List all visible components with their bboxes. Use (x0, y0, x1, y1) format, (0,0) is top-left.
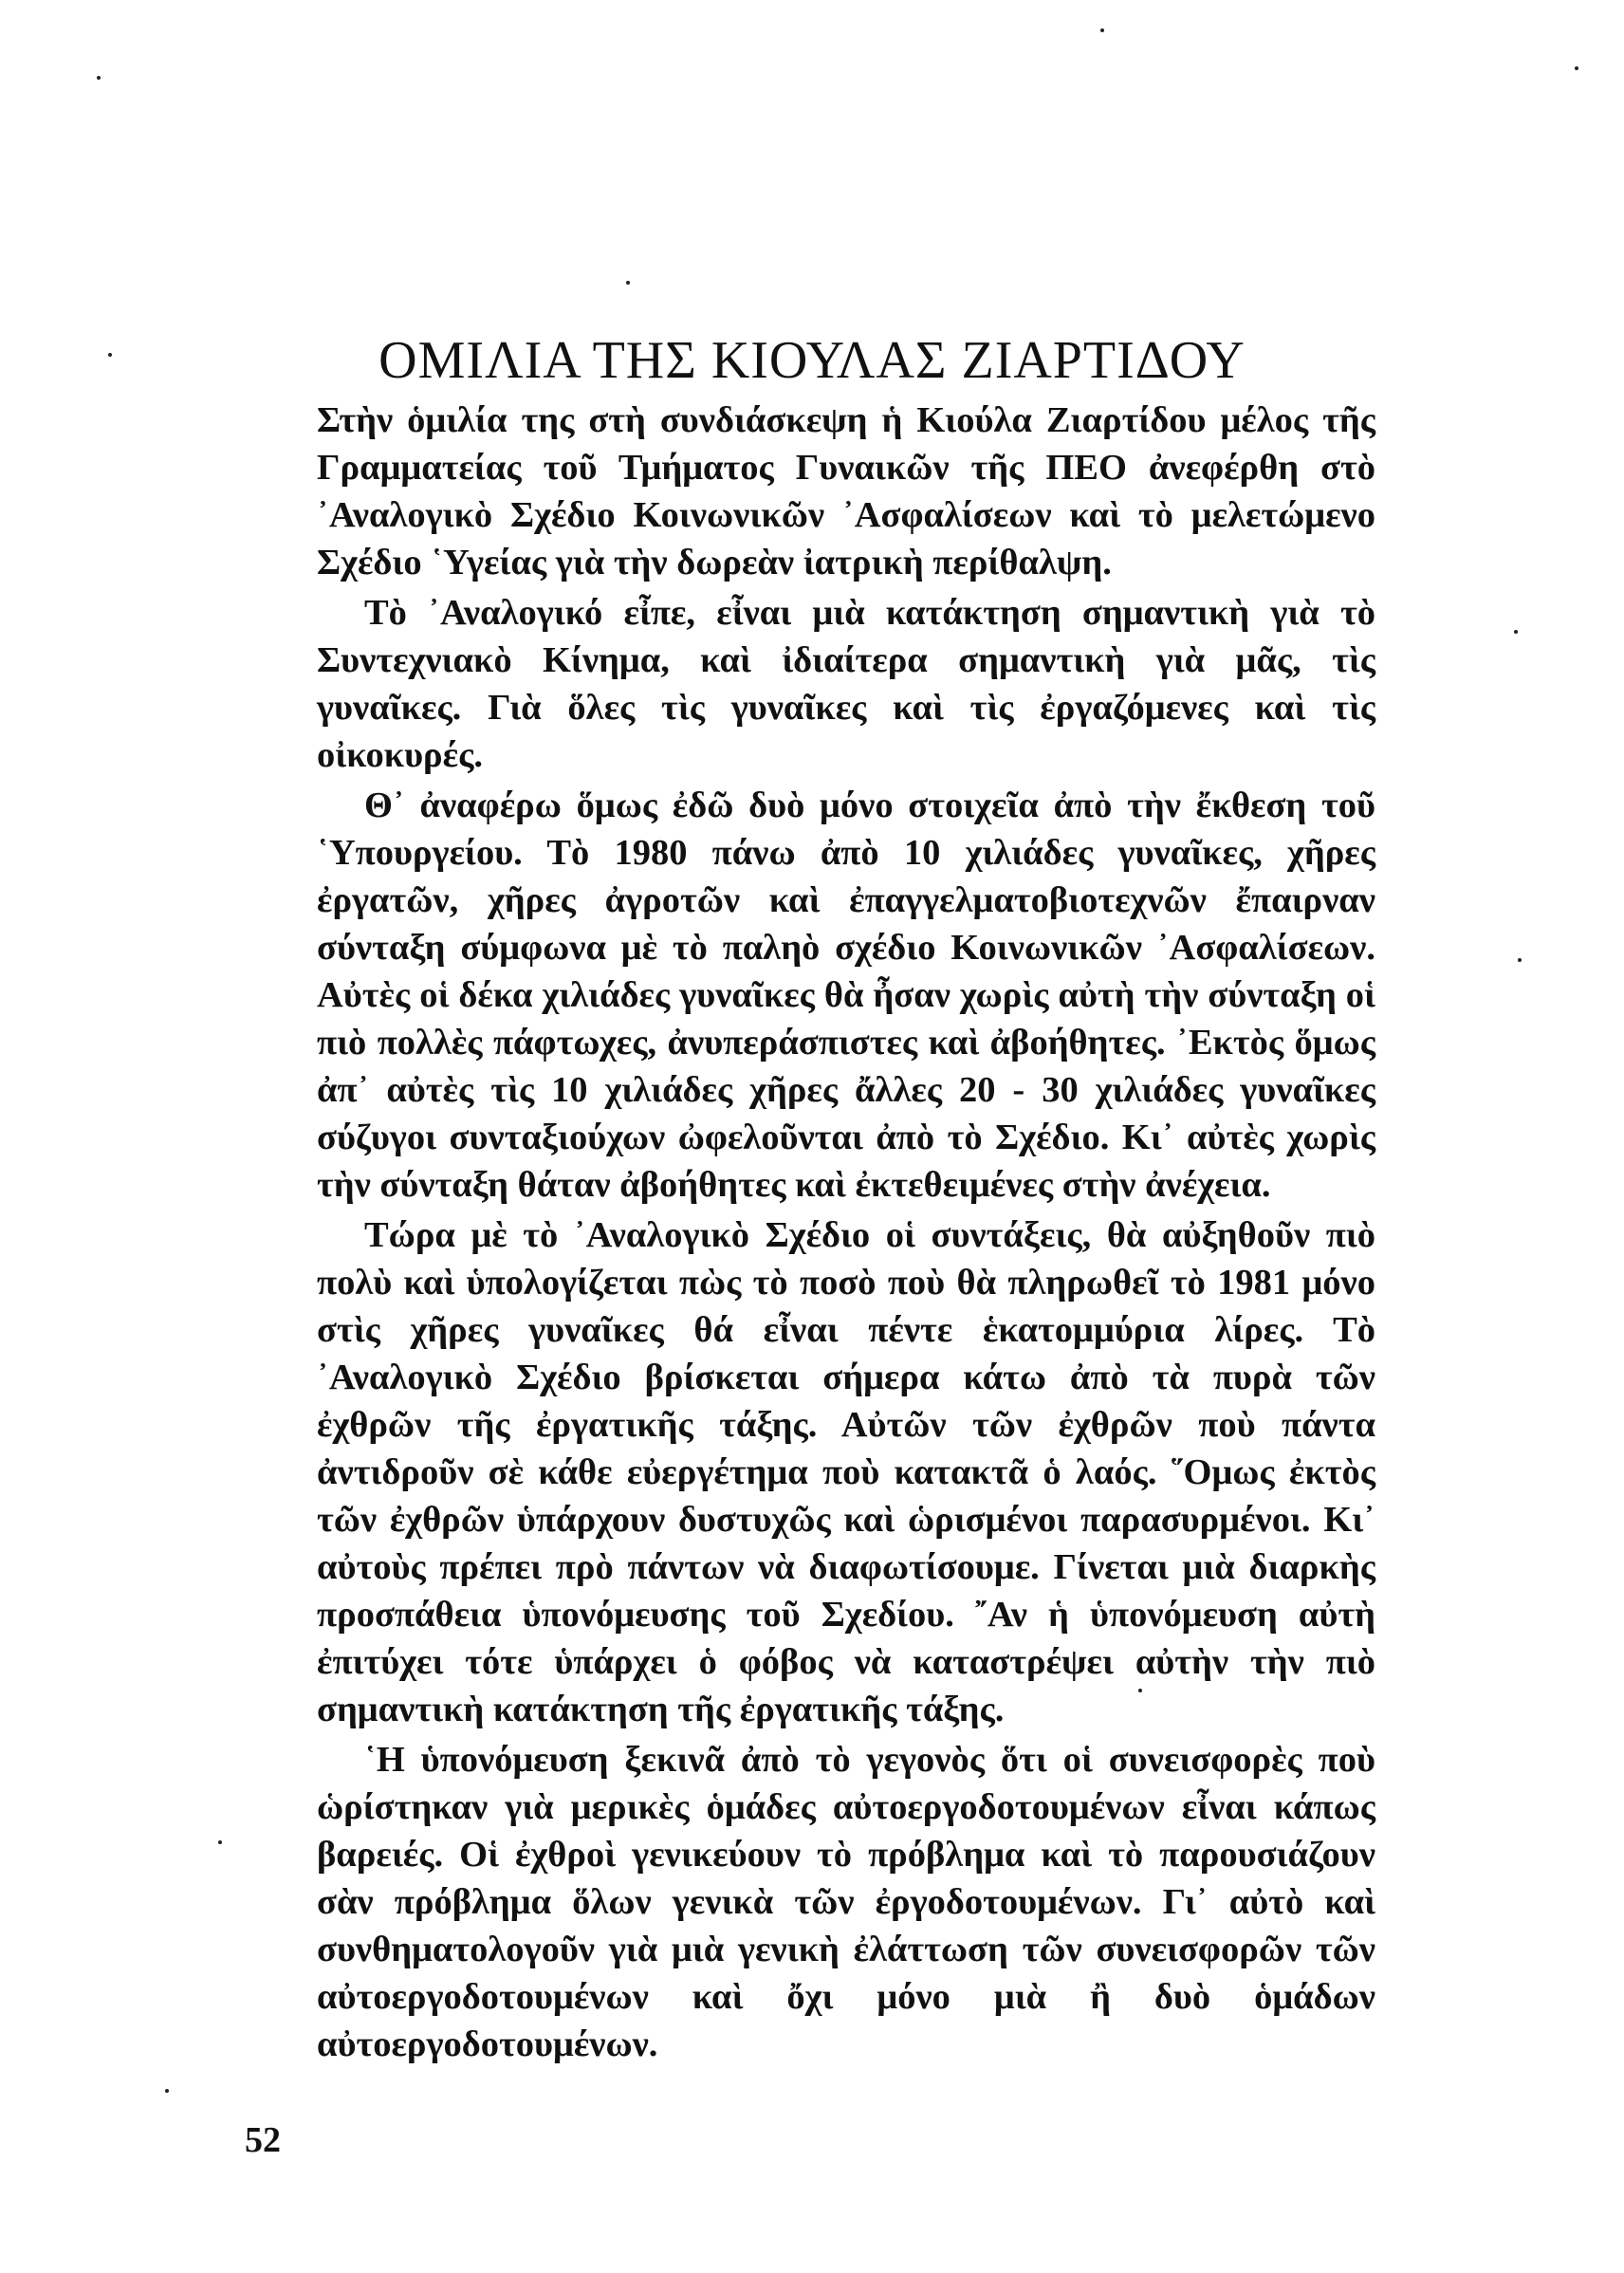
scan-speck (1575, 66, 1578, 70)
paragraph-4: Τώρα μὲ τὸ ᾿Αναλογικὸ Σχέδιο οἱ συντάξεις, θὰ αὐξηθοῦν πιὸ πολὺ καὶ ὑπολογίζεται πὼς τὸ ποσὸ ποὺ θὰ πληρωθεῖ τὸ 1981 μόνο στὶς χῆρες γυναῖκες θά εἶναι πέντε ἑκατομμύρια λίρες. Τὸ ᾿Αναλογικὸ Σχέδιο βρίσκεται σήμερα κάτω ἀπὸ τὰ πυρὰ τῶν ἐχθρῶν τῆς ἐργατικῆς τάξης. Αὐτῶν τῶν ἐχθρῶν ποὺ πάντα ἀντιδροῦν σὲ κάθε εὐεργέτημα ποὺ κατακτᾶ ὁ λαός. ῞Ομως ἐκτὸς τῶν ἐχθρῶν ὑπάρχουν δυστυχῶς καὶ ὡρισμένοι παρασυρμένοι. Κι᾿ αὐτοὺς πρέπει πρὸ πάντων νὰ διαφωτίσουμε. Γίνεται μιὰ διαρκὴς προσπάθεια ὑπονόμευσης τοῦ Σχεδίου. ῎Αν ἡ ὑπονόμευση αὐτὴ ἐπιτύχει τότε ὑπάρχει ὁ φόβος νὰ καταστρέψει αὐτὴν τὴν πιὸ σημαντικὴ κατάκτηση τῆς ἐργατικῆς τάξης. (317, 1215, 1375, 1729)
page-number: 52 (245, 2120, 281, 2160)
scan-speck (108, 353, 112, 357)
scan-speck (626, 281, 630, 285)
scan-speck (97, 76, 101, 80)
scan-speck (1518, 958, 1522, 962)
article-body (317, 397, 1375, 2071)
paragraph-5: ῾Η ὑπονόμευση ξεκινᾶ ἀπὸ τὸ γεγονὸς ὅτι οἱ συνεισφορὲς ποὺ ὡρίστηκαν γιὰ μερικὲς ὁμάδες αὐτοεργοδοτουμένων εἶναι κάπως βαρειές. Οἱ ἐχθροὶ γενικεύουν τὸ πρόβλημα καὶ τὸ παρουσιάζουν σὰν πρόβλημα ὅλων γενικὰ τῶν ἐργοδοτουμένων. Γι᾿ αὐτὸ καὶ συνθηματολογοῦν γιὰ μιὰ γενικὴ ἐλάττωση τῶν συνεισφορῶν τῶν αὐτοεργοδοτουμένων καὶ ὄχι μόνο μιὰ ἢ δυὸ ὁμάδων αὐτοεργοδοτουμένων. (317, 1740, 1375, 2064)
scan-speck (165, 2089, 169, 2093)
page-title: ΟΜΙΛΙΑ ΤΗΣ ΚΙΟΥΛΑΣ ΖΙΑΡΤΙΔΟΥ (378, 330, 1246, 390)
scan-speck (1138, 1689, 1142, 1692)
paragraph-3: Θ᾿ ἀναφέρω ὅμως ἐδῶ δυὸ μόνο στοιχεῖα ἀπὸ τὴν ἔκθεση τοῦ ῾Υπουργείου. Τὸ 1980 πάνω ἀπὸ 10 χιλιάδες γυναῖκες, χῆρες ἐργατῶν, χῆρες ἀγροτῶν καὶ ἐπαγγελματοβιοτεχνῶν ἔπαιρναν σύνταξη σύμφωνα μὲ τὸ παληὸ σχέδιο Κοινωνικῶν ᾿Ασφαλίσεων. Αὐτὲς οἱ δέκα χιλιάδες γυναῖκες θὰ ἦσαν χωρὶς αὐτὴ τὴν σύνταξη οἱ πιὸ πολλὲς πάφτωχες, ἀνυπεράσπιστες καὶ ἀβοήθητες. ᾿Εκτὸς ὅμως ἀπ᾿ αὐτὲς τὶς 10 χιλιάδες χῆρες ἄλλες 20 - 30 χιλιάδες γυναῖκες σύζυγοι συνταξιούχων ὠφελοῦνται ἀπὸ τὸ Σχέδιο. Κι᾿ αὐτὲς χωρὶς τὴν σύνταξη θάταν ἀβοήθητες καὶ ἐκτεθειμένες στὴν ἀνέχεια. (317, 785, 1375, 1205)
scan-speck (1100, 28, 1104, 32)
paragraph-1: Στὴν ὁμιλία της στὴ συνδιάσκεψη ἡ Κιούλα Ζιαρτίδου μέλος τῆς Γραμματείας τοῦ Τμήματος Γυναικῶν τῆς ΠΕΟ ἀνεφέρθη στὸ ᾿Αναλογικὸ Σχέδιο Κοινωνικῶν ᾿Ασφαλίσεων καὶ τὸ μελετώμενο Σχέδιο ῾Υγείας γιὰ τὴν δωρεὰν ἰατρικὴ περίθαλψη. (317, 400, 1375, 582)
scan-speck (218, 1840, 222, 1844)
scan-speck (1514, 630, 1518, 634)
paragraph-2: Τὸ ᾿Αναλογικό εἶπε, εἶναι μιὰ κατάκτηση σημαντικὴ γιὰ τὸ Συντεχνιακὸ Κίνημα, καὶ ἰδιαίτερα σημαντικὴ γιὰ μᾶς, τὶς γυναῖκες. Γιὰ ὅλες τὶς γυναῖκες καὶ τὶς ἐργαζόμενες καὶ τὶς οἰκοκυρές. (317, 593, 1375, 775)
